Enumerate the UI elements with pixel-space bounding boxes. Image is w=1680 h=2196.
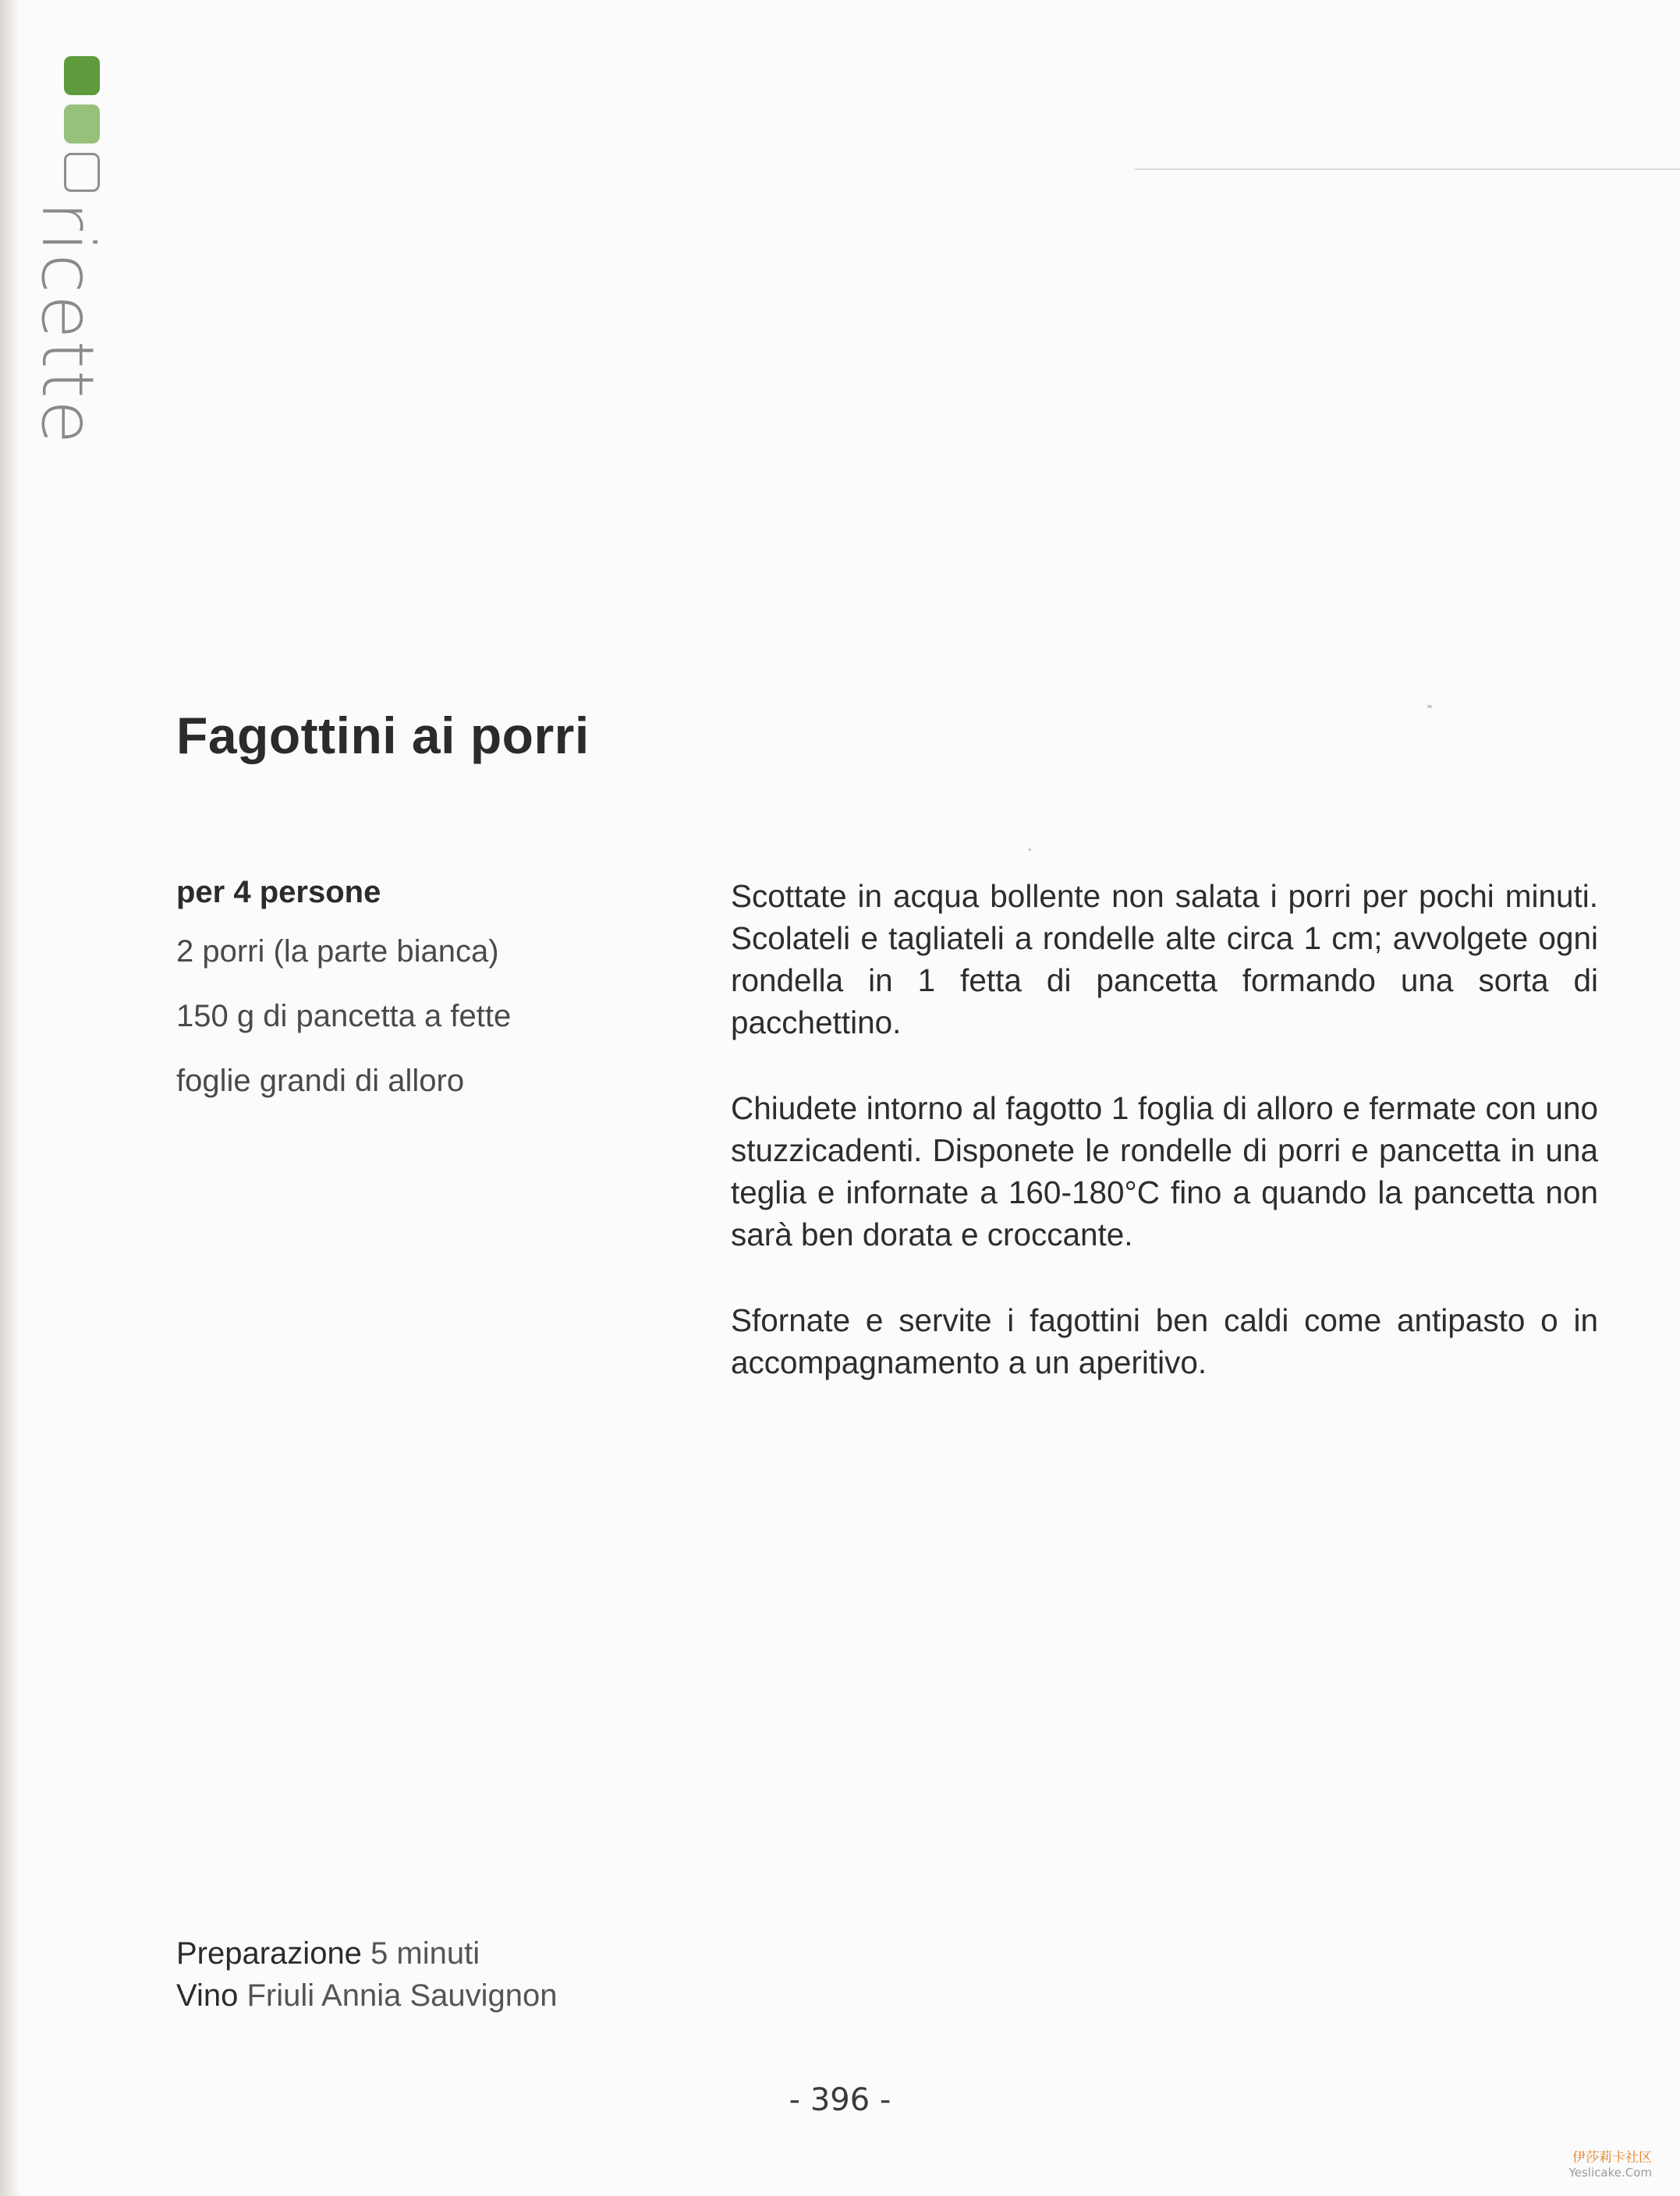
scan-speck (1427, 705, 1432, 708)
watermark-en: Yeslicake.Com (1568, 2166, 1652, 2180)
ingredient-item: 150 g di pancetta a fette (176, 999, 512, 1033)
page-number: - 396 - (789, 2082, 891, 2118)
ingredients-block (176, 875, 675, 1128)
method-step: Scottate in acqua bollente non salata i porri per pochi minuti. Scolateli e tagliateli a rondelle alte circa 1 cm; avvolgete ogni rondella in 1 fetta di pancetta formando una sorta di pacchettino. (731, 878, 1598, 1040)
servings: per 4 persone (176, 875, 381, 909)
watermark (1569, 2146, 1652, 2180)
ingredient-item: 2 porri (la parte bianca) (176, 934, 499, 969)
recipe-meta (176, 1932, 558, 2017)
recipe-title: Fagottini ai porri (176, 707, 590, 764)
method-block (731, 875, 1598, 1427)
section-tab-icon (64, 56, 101, 201)
scan-speck (1028, 848, 1031, 851)
top-divider (1135, 168, 1680, 170)
prep-time (176, 1932, 558, 1975)
ingredient-list (176, 933, 675, 1099)
section-label: ricette (26, 201, 109, 446)
tab-square-light (64, 104, 100, 143)
wine-pairing (176, 1975, 558, 2017)
prep-label: Preparazione (176, 1936, 362, 1971)
prep-value: 5 minuti (370, 1936, 480, 1971)
wine-label: Vino (176, 1978, 239, 2013)
watermark-cn: 伊莎莉卡社区 (1572, 2150, 1652, 2166)
binding-shadow (0, 0, 20, 2196)
ingredient-item: foglie grandi di alloro (176, 1064, 465, 1098)
tab-square-dark (64, 56, 100, 95)
method-step: Chiudete intorno al fagotto 1 foglia di alloro e fermate con uno stuzzicadenti. Disponete le rondelle di porri e pancetta in una teglia e infornate a 160-180°C fino a quando la pancetta non sarà ben dorata e croccante. (731, 1090, 1598, 1252)
tab-square-outline (64, 153, 100, 192)
wine-value: Friuli Annia Sauvignon (246, 1978, 558, 2013)
method-step: Sfornate e servite i fagottini ben caldi come antipasto o in accompagnamento a un aperitivo. (731, 1302, 1598, 1380)
